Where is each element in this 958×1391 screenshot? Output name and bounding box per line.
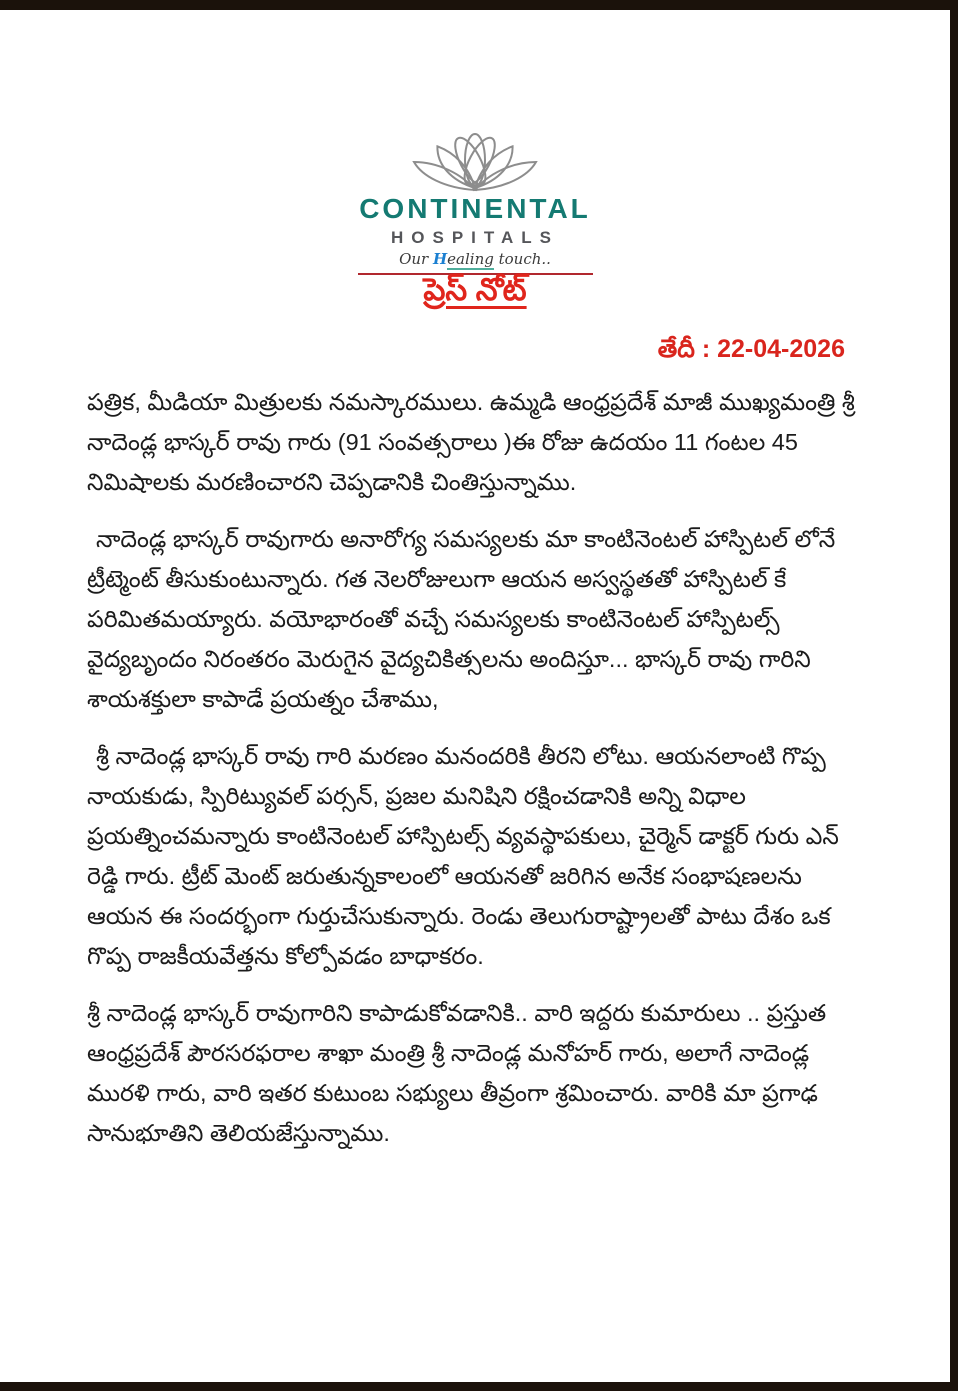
date-line: తేదీ : 22-04-2026 [657, 335, 845, 363]
scan-edge-right [950, 0, 958, 1391]
tagline-end: touch.. [493, 250, 551, 269]
scan-edge-top [0, 0, 958, 10]
logo-tagline [399, 250, 551, 268]
tagline-mid: ealing [447, 250, 494, 269]
tagline-pre: Our [399, 250, 433, 269]
paragraph-3: శ్రీ నాదెండ్ల భాస్కర్ రావు గారి మరణం మనందరికి తీరని లోటు. ఆయనలాంటి గొప్ప నాయకుడు, స్పిరిట్యువల్ పర్సన్, ప్రజల మనిషిని రక్షించడానికి అన్ని విధాల ప్రయత్నించమన్నారు కాంటినెంటల్ హాస్పిటల్స్ వ్యవస్థాపకులు, చైర్మెన్ డాక్టర్ గురు ఎన్ రెడ్డి గారు. ట్రీట్ మెంట్ జరుతున్నకాలంలో ఆయనతో జరిగిన అనేక సంభాషణలను ఆయన ఈ సందర్భంగా గుర్తుచేసుకున్నారు. రెండు తెలుగురాష్ట్రాలతో పాటు దేశం ఒక గొప్ప రాజకీయవేత్తను కోల్పోవడం బాధాకరం. [87, 743, 839, 969]
lotus-flower-icon [410, 112, 540, 192]
tagline-h: H [432, 250, 448, 269]
hospital-logo [0, 112, 950, 275]
logo-subname: HOSPITALS [390, 227, 560, 247]
press-note-title: ప్రెస్ నోట్ [423, 272, 527, 307]
press-note-body [87, 382, 862, 1170]
paragraph-4: శ్రీ నాదెండ్ల భాస్కర్ రావుగారిని కాపాడుకోవడానికి.. వారి ఇద్దరు కుమారులు .. ప్రస్తుత ఆంధ్రప్రదేశ్ పౌరసరఫరాల శాఖా మంత్రి శ్రీ నాదెండ్ల మనోహర్ గారు, అలాగే నాదెండ్ల మురళి గారు, వారి ఇతర కుటుంబ సభ్యులు తీవ్రంగా శ్రమించారు. వారికి మా ప్రగాఢ సానుభూతిని తెలియజేస్తున్నాము. [87, 1000, 827, 1146]
scan-edge-bottom [0, 1382, 958, 1391]
paragraph-1: పత్రిక, మీడియా మిత్రులకు నమస్కారములు. ఉమ్మడి ఆంధ్రప్రదేశ్ మాజీ ముఖ్యమంత్రి శ్రీ నాదెండ్ల భాస్కర్ రావు గారు (91 సంవత్సరాలు )ఈ రోజు ఉదయం 11 గంటల 45 నిమిషాలకు మరణించారని చెప్పడానికి చింతిస్తున్నాము. [87, 389, 855, 495]
logo-name: CONTINENTAL [359, 193, 591, 224]
paragraph-2: నాదెండ్ల భాస్కర్ రావుగారు అనారోగ్య సమస్యలకు మా కాంటినెంటల్ హాస్పిటల్ లోనే ట్రీట్మెంట్ తీసుకుంటున్నారు. గత నెలరోజులుగా ఆయన అస్వస్థతతో హాస్పిటల్ కే పరిమితమయ్యారు. వయోభారంతో వచ్చే సమస్యలకు కాంటినెంటల్ హాస్పిటల్స్ వైద్యబృందం నిరంతరం మెరుగైన వైద్యచికిత్సలను అందిస్తూ... భాస్కర్ రావు గారిని శాయశక్తులా కాపాడే ప్రయత్నం చేశాము, [87, 526, 836, 712]
